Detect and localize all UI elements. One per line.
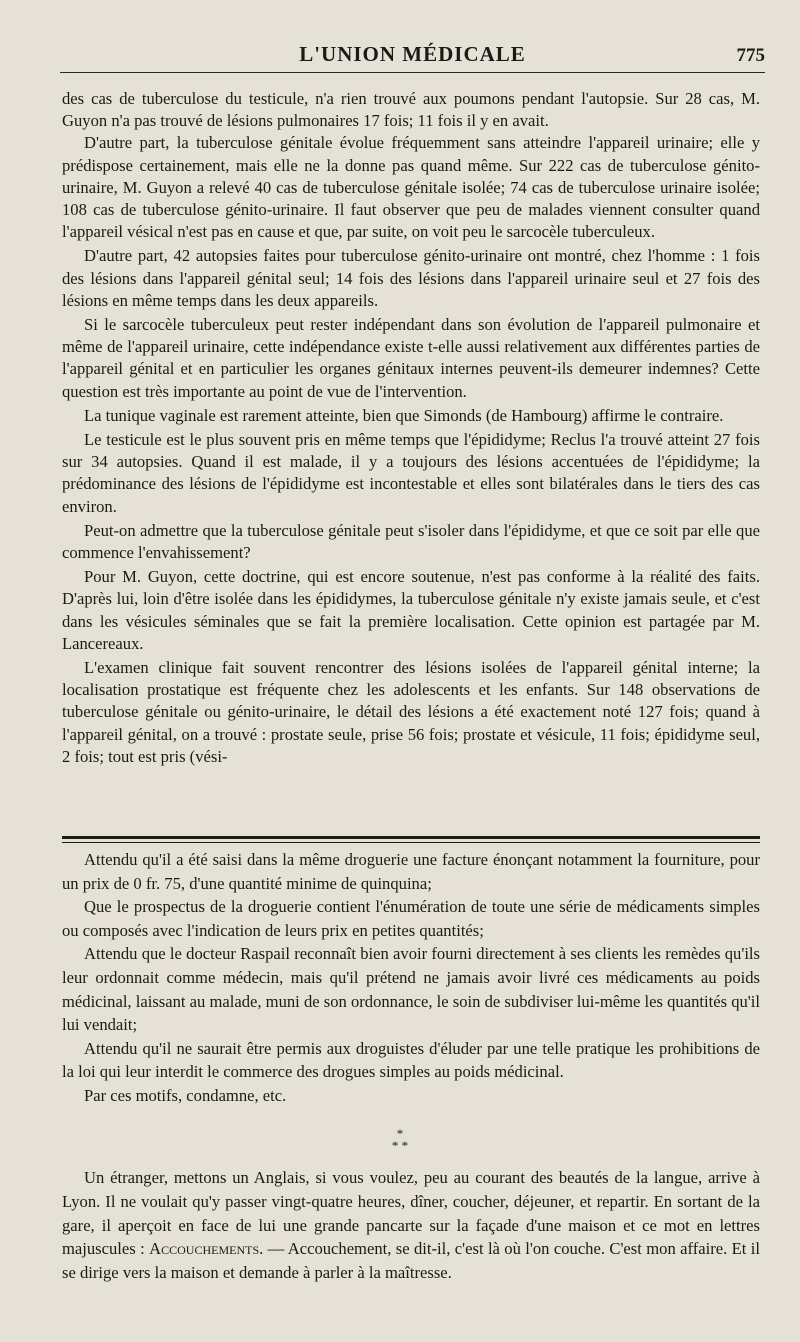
page-header bbox=[60, 42, 765, 76]
paragraph: Peut-on admettre que la tuberculose génitale peut s'isoler dans l'épididyme, et que ce soit par elle que commence l'envahissement? bbox=[62, 520, 760, 563]
section-divider bbox=[62, 836, 760, 843]
anecdote bbox=[62, 1166, 760, 1285]
paragraph: D'autre part, 42 autopsies faites pour tuberculose génito-urinaire ont montré, chez l'homme : 1 fois des lésions dans l'appareil génital seul; 14 fois des lésions dans l'appareil urinaire seul et 27 fois des lésions en même temps dans les deux appareils. bbox=[62, 246, 760, 310]
paragraph: La tunique vaginale est rarement atteinte, bien que Simonds (de Hambourg) affirme le contraire. bbox=[84, 405, 724, 425]
paragraph: Attendu que le docteur Raspail reconnaît bien avoir fourni directement à ses clients les remèdes qu'ils leur ordonnait comme médecin, mais qu'il prétend ne jamais avoir livré ces médicaments au poids médicinal, laissant au malade, muni de son ordonnance, le soin de subdiviser lui-même les quantités qu'il lui vendait; bbox=[62, 944, 760, 1035]
paragraph: D'autre part, la tuberculose génitale évolue fréquemment sans atteindre l'appareil urinaire; elle y prédispose certainement, mais elle ne la donne pas quand même. Sur 222 cas de tuberculose génito-urinaire, M. Guyon a relevé 40 cas de tuberculose génitale isolée; 74 cas de tuberculose urinaire isolée; 108 cas de tuberculose génito-urinaire. Il faut observer que peu de malades viennent consulter quand l'appareil vésical n'est pas en cause et que, par suite, on voit peu le sarcocèle tuberculeux. bbox=[62, 133, 760, 242]
paragraph: Attendu qu'il a été saisi dans la même droguerie une facture énonçant notamment la fourniture, pour un prix de 0 fr. 75, d'une quantité minime de quinquina; bbox=[62, 850, 760, 893]
asterism-separator bbox=[380, 1128, 420, 1164]
journal-title: L'UNION MÉDICALE bbox=[299, 42, 526, 66]
paragraph: Par ces motifs, condamne, etc. bbox=[84, 1085, 287, 1105]
paragraph: L'examen clinique fait souvent rencontrer des lésions isolées de l'appareil génital interne; la localisation prostatique est fréquente chez les adolescents et les enfants. Sur 148 observations de tuberculose génitale ou génito-urinaire, le détail des lésions a été exactement noté 127 fois; quand à l'appareil génital, on a trouvé : prostate seule, prise 56 fois; prostate et vésicule, 11 fois; épididyme seul, 2 fois; tout est pris (vési- bbox=[62, 658, 760, 766]
paragraph: Attendu qu'il ne saurait être permis aux droguistes d'éluder par une telle pratique les prohibitions de la loi qui leur interdit le commerce des drogues simples au poids médicinal. bbox=[62, 1038, 760, 1082]
page-number: 775 bbox=[736, 45, 765, 66]
paragraph: Si le sarcocèle tuberculeux peut rester indépendant dans son évolution de l'appareil pulmonaire et même de l'appareil urinaire, cette indépendance existe t-elle aussi relativement aux différentes parties de l'appareil génital et en particulier les organes génitaux internes peuvent-ils demeurer indemnes? Cette question est très importante au point de vue de l'intervention. bbox=[62, 315, 760, 401]
divider-thick-rule bbox=[62, 836, 760, 839]
paragraph bbox=[62, 1166, 760, 1285]
anecdote-text-end: — Accouchement, se dit-il, c'est là où l'on couche. C'est mon affaire. Et il se dirige vers la maison et demande à parler à la maîtresse. bbox=[62, 1239, 761, 1283]
judgment-text bbox=[62, 848, 760, 1108]
paragraph: Pour M. Guyon, cette doctrine, qui est encore soutenue, n'est pas conforme à la réalité des faits. D'après lui, loin d'être isolée dans les épididymes, la tuberculose génitale n'y existe jamais seule, et c'est dans les vésicules séminales que se fait la première localisation. Cette opinion est partagée par M. Lancereaux. bbox=[62, 567, 760, 653]
paragraph: Le testicule est le plus souvent pris en même temps que l'épididyme; Reclus l'a trouvé atteint 27 fois sur 34 autopsies. Quand il est malade, il y a toujours des lésions accentuées de l'épididyme; la prédominance des lésions de l'épididyme est incontestable et elles sont bilatérales dans le tiers des cas environ. bbox=[62, 430, 760, 516]
divider-thin-rule bbox=[62, 842, 760, 843]
asterism-bottom: * * bbox=[391, 1138, 409, 1153]
anecdote-text-start: Un étranger, mettons un Anglais, si vous voulez, peu au courant des beautés de la langue, arrive à Lyon. Il ne voulait qu'y passer vingt-quatre heures, dîner, coucher, déjeuner, et repartir. En sortant de la gare, il aperçoit en face de lui une grande pancarte sur la façade d'une maison et ce mot en lettres majuscules : bbox=[62, 1168, 760, 1259]
article-body bbox=[62, 88, 760, 768]
asterism-top: * bbox=[396, 1126, 404, 1141]
paragraph: des cas de tuberculose du testicule, n'a rien trouvé aux poumons pendant l'autopsie. Sur 28 cas, M. Guyon n'a pas trouvé de lésions pulmonaires 17 fois; 11 fois il y en avait. bbox=[62, 89, 760, 131]
header-rule bbox=[60, 72, 765, 73]
paragraph: Que le prospectus de la droguerie contient l'énumération de toute une série de médicaments simples ou composés avec l'indication de leurs prix en petites quantités; bbox=[62, 897, 760, 940]
anecdote-sign-word: Accouchements. bbox=[149, 1239, 264, 1259]
